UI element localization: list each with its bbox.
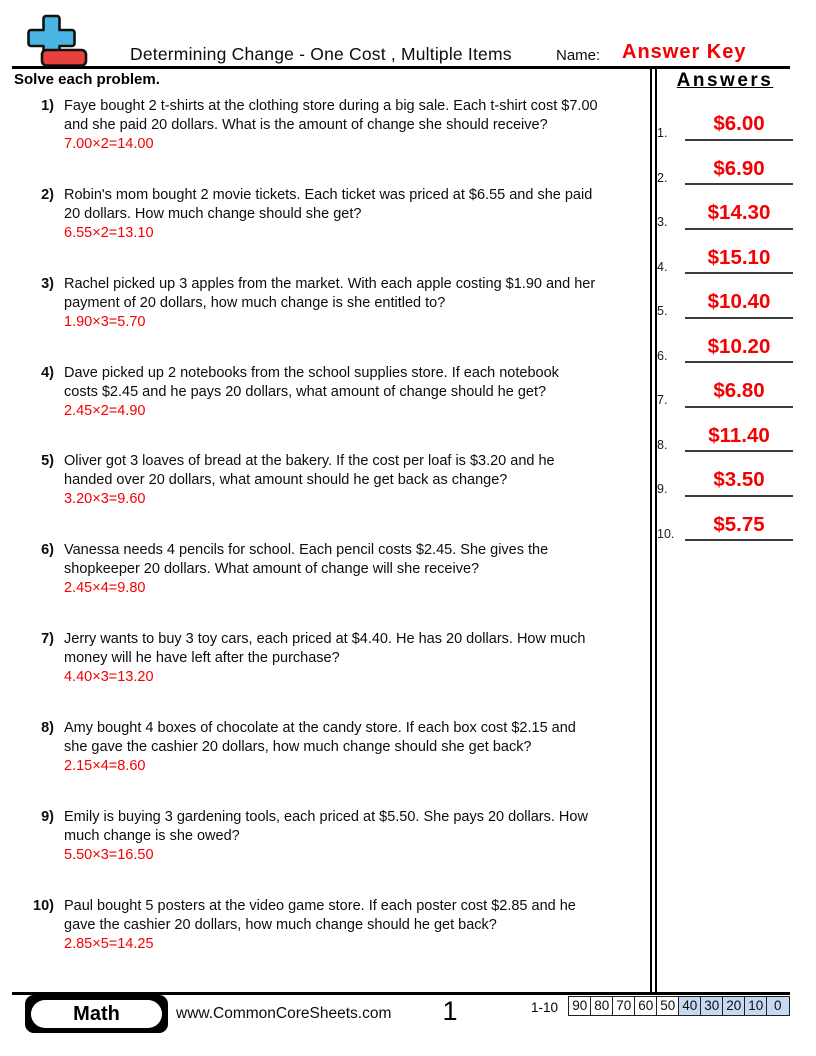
problem-text-line: Rachel picked up 3 apples from the market. With each apple costing $1.90 and her bbox=[64, 275, 596, 292]
problem-number: 6) bbox=[41, 542, 54, 559]
problem-text-line: handed over 20 dollars, what amount should he get back as change? bbox=[64, 472, 508, 489]
problem-text-line: 20 dollars. How much change should she get? bbox=[64, 205, 362, 222]
score-cell: 30 bbox=[700, 996, 724, 1016]
problem-text-line: Paul bought 5 posters at the video game store. If each poster cost $2.85 and he bbox=[64, 897, 576, 914]
answer-value: $15.10 bbox=[685, 248, 793, 275]
subject-badge-label: Math bbox=[31, 1000, 162, 1028]
header-divider bbox=[12, 66, 790, 69]
answer-row bbox=[657, 274, 793, 319]
problem-work-answer: 7.00×2=14.00 bbox=[64, 136, 154, 152]
problem-work-answer: 6.55×2=13.10 bbox=[64, 224, 154, 241]
website-text: www.CommonCoreSheets.com bbox=[176, 1005, 392, 1022]
problem-text-line: Amy bought 4 boxes of chocolate at the candy store. If each box cost $2.15 and bbox=[64, 719, 576, 736]
problem-number: 3) bbox=[41, 275, 54, 292]
problem-number: 5) bbox=[41, 453, 54, 470]
answer-number: 6. bbox=[657, 348, 668, 363]
problem-item bbox=[22, 719, 642, 808]
score-range-label: 1-10 bbox=[531, 1000, 559, 1015]
problem-body bbox=[64, 630, 585, 719]
answer-row bbox=[657, 408, 793, 453]
answer-number: 7. bbox=[657, 393, 668, 408]
problem-body bbox=[64, 364, 559, 453]
problem-text-line: and she paid 20 dollars. What is the amount of change she should receive? bbox=[64, 117, 548, 133]
plus-minus-logo-icon bbox=[24, 13, 90, 69]
score-cell: 0 bbox=[766, 996, 790, 1016]
problem-text-line: Vanessa needs 4 pencils for school. Each pencil costs $2.45. She gives the bbox=[64, 542, 549, 559]
problem-text-line: Robin's mom bought 2 movie tickets. Each ticket was priced at $6.55 and she paid bbox=[64, 186, 593, 203]
problem-number: 9) bbox=[41, 808, 54, 825]
score-cell: 40 bbox=[678, 996, 702, 1016]
score-cell: 10 bbox=[744, 996, 768, 1016]
problem-body bbox=[64, 452, 555, 541]
answer-number: 3. bbox=[657, 215, 668, 230]
answer-row bbox=[657, 185, 793, 230]
problem-body bbox=[64, 808, 588, 897]
problem-work-answer: 3.20×3=9.60 bbox=[64, 491, 146, 508]
problem-text-line: Dave picked up 2 notebooks from the school supplies store. If each notebook bbox=[64, 364, 559, 381]
score-table bbox=[568, 996, 790, 1016]
score-cell: 50 bbox=[656, 996, 680, 1016]
problem-item bbox=[22, 364, 642, 453]
answer-value: $14.30 bbox=[685, 203, 793, 230]
page-title: Determining Change - One Cost , Multiple Items bbox=[130, 44, 512, 64]
problem-number: 8) bbox=[41, 719, 54, 736]
problem-body bbox=[64, 97, 598, 186]
problem-text-line: Jerry wants to buy 3 toy cars, each priced at $4.40. He has 20 dollars. How much bbox=[64, 631, 586, 648]
problem-body bbox=[64, 275, 595, 364]
problem-work-answer: 2.45×2=4.90 bbox=[64, 402, 146, 419]
answer-row bbox=[657, 497, 793, 542]
name-label: Name: bbox=[556, 47, 601, 64]
answer-value: $10.40 bbox=[685, 292, 793, 319]
problem-text-line: Emily is buying 3 gardening tools, each priced at $5.50. She pays 20 dollars. How bbox=[64, 808, 588, 825]
answer-value: $6.90 bbox=[685, 159, 793, 186]
problem-work-answer: 5.50×3=16.50 bbox=[64, 846, 154, 863]
answers-list bbox=[657, 96, 793, 541]
problem-number: 10) bbox=[33, 897, 54, 914]
score-cell: 60 bbox=[634, 996, 658, 1016]
answer-row bbox=[657, 363, 793, 408]
problem-item bbox=[22, 541, 642, 630]
problem-work-answer: 4.40×3=13.20 bbox=[64, 669, 154, 686]
problem-item bbox=[22, 452, 642, 541]
problem-item bbox=[22, 808, 642, 897]
plus-minus-logo bbox=[24, 13, 90, 74]
problem-number: 2) bbox=[41, 186, 54, 203]
problem-work-answer: 2.85×5=14.25 bbox=[64, 935, 154, 952]
problem-text-line: Oliver got 3 loaves of bread at the bakery. If the cost per loaf is $3.20 and he bbox=[64, 453, 555, 470]
name-value-answer-key: Answer Key bbox=[622, 41, 747, 63]
problem-body bbox=[64, 186, 592, 275]
problem-item bbox=[22, 275, 642, 364]
problem-text-line: costs $2.45 and he pays 20 dollars, what amount of change should he get? bbox=[64, 383, 547, 400]
subject-badge bbox=[25, 995, 168, 1033]
problem-item bbox=[22, 97, 642, 186]
answer-number: 10. bbox=[657, 526, 675, 541]
answer-number: 9. bbox=[657, 482, 668, 497]
problem-work-answer: 2.45×4=9.80 bbox=[64, 580, 146, 597]
answers-column-divider bbox=[650, 69, 657, 993]
problems-list bbox=[22, 97, 642, 985]
instructions-text: Solve each problem. bbox=[14, 71, 160, 88]
answer-value: $3.50 bbox=[685, 470, 793, 497]
answer-value: $6.00 bbox=[685, 114, 793, 141]
problem-item bbox=[22, 630, 642, 719]
problem-work-answer: 2.15×4=8.60 bbox=[64, 757, 146, 774]
problem-body bbox=[64, 897, 576, 986]
answer-number: 4. bbox=[657, 259, 668, 274]
answer-row bbox=[657, 319, 793, 364]
problem-text-line: she gave the cashier 20 dollars, how much change should she get back? bbox=[64, 738, 532, 755]
score-cell: 70 bbox=[612, 996, 636, 1016]
problem-item bbox=[22, 186, 642, 275]
problem-text-line: shopkeeper 20 dollars. What amount of change will she receive? bbox=[64, 561, 480, 578]
answer-number: 2. bbox=[657, 170, 668, 185]
answer-value: $5.75 bbox=[685, 515, 793, 542]
answer-number: 8. bbox=[657, 437, 668, 452]
problem-body bbox=[64, 719, 576, 808]
score-cell: 20 bbox=[722, 996, 746, 1016]
problem-work-answer: 1.90×3=5.70 bbox=[64, 313, 146, 330]
problem-body bbox=[64, 541, 548, 630]
problem-text-line: money will he have left after the purchase? bbox=[64, 650, 340, 667]
answer-row bbox=[657, 452, 793, 497]
answer-value: $10.20 bbox=[685, 337, 793, 364]
answers-header: Answers bbox=[676, 70, 774, 91]
score-cell: 80 bbox=[590, 996, 614, 1016]
answer-value: $6.80 bbox=[685, 381, 793, 408]
answer-row bbox=[657, 96, 793, 141]
problem-number: 7) bbox=[41, 631, 54, 648]
answer-number: 1. bbox=[657, 126, 668, 141]
problem-item bbox=[22, 897, 642, 986]
problem-text-line: gave the cashier 20 dollars, how much change should he get back? bbox=[64, 916, 497, 933]
problem-text-line: Faye bought 2 t-shirts at the clothing store during a big sale. Each t-shirt cost $7.00 bbox=[64, 98, 598, 114]
answer-number: 5. bbox=[657, 304, 668, 319]
problem-text-line: payment of 20 dollars, how much change is she entitled to? bbox=[64, 294, 446, 311]
answer-row bbox=[657, 141, 793, 186]
problem-text-line: much change is she owed? bbox=[64, 827, 240, 844]
score-cell: 90 bbox=[568, 996, 592, 1016]
problem-number: 4) bbox=[41, 364, 54, 381]
answer-value: $11.40 bbox=[685, 426, 793, 453]
answer-row bbox=[657, 230, 793, 275]
problem-number: 1) bbox=[41, 98, 54, 114]
page-number: 1 bbox=[442, 996, 458, 1026]
